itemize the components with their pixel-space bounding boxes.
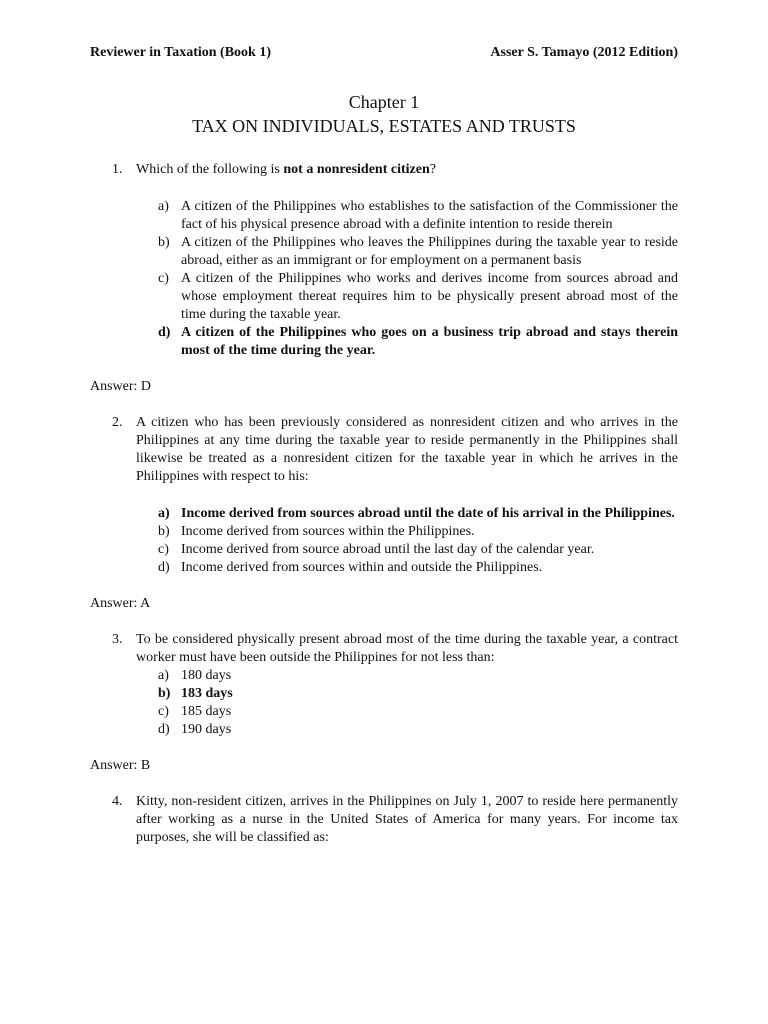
option-a-correct	[158, 505, 678, 523]
question-3-options	[158, 667, 678, 739]
option-b	[158, 234, 678, 270]
option-d-correct	[158, 324, 678, 360]
question-number: 2.	[112, 415, 123, 430]
question-number: 4.	[112, 794, 123, 809]
chapter-title: Chapter 1	[348, 92, 420, 112]
option-text: A citizen of the Philippines who works and derives income from sources abroad and whose employment thereat requires him to be physically present abroad most of the time during the taxable year.	[181, 271, 678, 322]
answer-2: Answer: A	[90, 596, 151, 611]
question-2	[112, 414, 678, 486]
question-3	[112, 631, 678, 667]
answer-3: Answer: B	[90, 758, 151, 773]
option-text: Income derived from sources within and outside the Philippines.	[181, 560, 543, 575]
option-text: Income derived from sources abroad until the date of his arrival in the Philippines.	[181, 506, 675, 521]
option-text: 180 days	[181, 668, 232, 683]
chapter-subtitle: TAX ON INDIVIDUALS, ESTATES AND TRUSTS	[192, 116, 576, 136]
question-number: 3.	[112, 632, 123, 647]
option-label: a)	[158, 506, 170, 521]
option-text: A citizen of the Philippines who goes on a business trip abroad and stays therein most of the time during the year.	[181, 325, 678, 358]
option-d	[158, 721, 678, 739]
option-text: 183 days	[181, 686, 233, 701]
option-label: a)	[158, 668, 169, 683]
option-b	[158, 523, 678, 541]
question-text	[136, 161, 678, 179]
option-label: d)	[158, 325, 171, 340]
header-author-edition: Asser S. Tamayo (2012 Edition)	[490, 45, 678, 60]
option-c	[158, 541, 678, 559]
question-text: A citizen who has been previously considered as nonresident citizen and who arrives in the Philippines at any time during the taxable year to reside permanently in the Philippines shall likewise be treated as a nonresident citizen for the taxable year in which he arrives in the Philippines with respect to his:	[136, 415, 678, 484]
question-1-options	[158, 198, 678, 360]
option-b-correct	[158, 685, 678, 703]
option-d	[158, 559, 678, 577]
option-text: 185 days	[181, 704, 232, 719]
question-text: To be considered physically present abroad most of the time during the taxable year, a contract worker must have been outside the Philippines for not less than:	[136, 632, 678, 665]
option-text: Income derived from sources within the Philippines.	[181, 524, 475, 539]
question-text-emphasis: not a nonresident citizen	[283, 162, 430, 177]
question-2-options	[158, 505, 678, 577]
option-label: a)	[158, 199, 169, 214]
option-label: d)	[158, 722, 170, 737]
page-header	[90, 44, 678, 62]
option-c	[158, 703, 678, 721]
option-text: 190 days	[181, 722, 232, 737]
option-label: c)	[158, 704, 169, 719]
option-label: c)	[158, 542, 169, 557]
option-a	[158, 667, 678, 685]
option-label: b)	[158, 524, 170, 539]
question-text-part: Which of the following is	[136, 162, 284, 177]
option-label: b)	[158, 235, 170, 250]
option-text: A citizen of the Philippines who leaves the Philippines during the taxable year to reside abroad, either as an immigrant or for employment on a permanent basis	[181, 235, 678, 268]
option-label: d)	[158, 560, 170, 575]
header-book-title: Reviewer in Taxation (Book 1)	[90, 45, 271, 60]
question-text: Kitty, non-resident citizen, arrives in the Philippines on July 1, 2007 to reside here permanently after working as a nurse in the United States of America for many years. For income tax purposes, she will be classified as:	[136, 794, 678, 845]
question-1	[112, 161, 678, 179]
answer-1: Answer: D	[90, 379, 152, 394]
question-text-part: ?	[429, 162, 436, 177]
option-text: A citizen of the Philippines who establishes to the satisfaction of the Commissioner the fact of his physical presence abroad with a definite intention to reside therein	[181, 199, 678, 232]
question-4	[112, 793, 678, 847]
question-number: 1.	[112, 162, 123, 177]
option-label: c)	[158, 271, 169, 286]
option-label: b)	[158, 686, 171, 701]
option-a	[158, 198, 678, 234]
option-c	[158, 270, 678, 324]
option-text: Income derived from source abroad until the last day of the calendar year.	[181, 542, 595, 557]
